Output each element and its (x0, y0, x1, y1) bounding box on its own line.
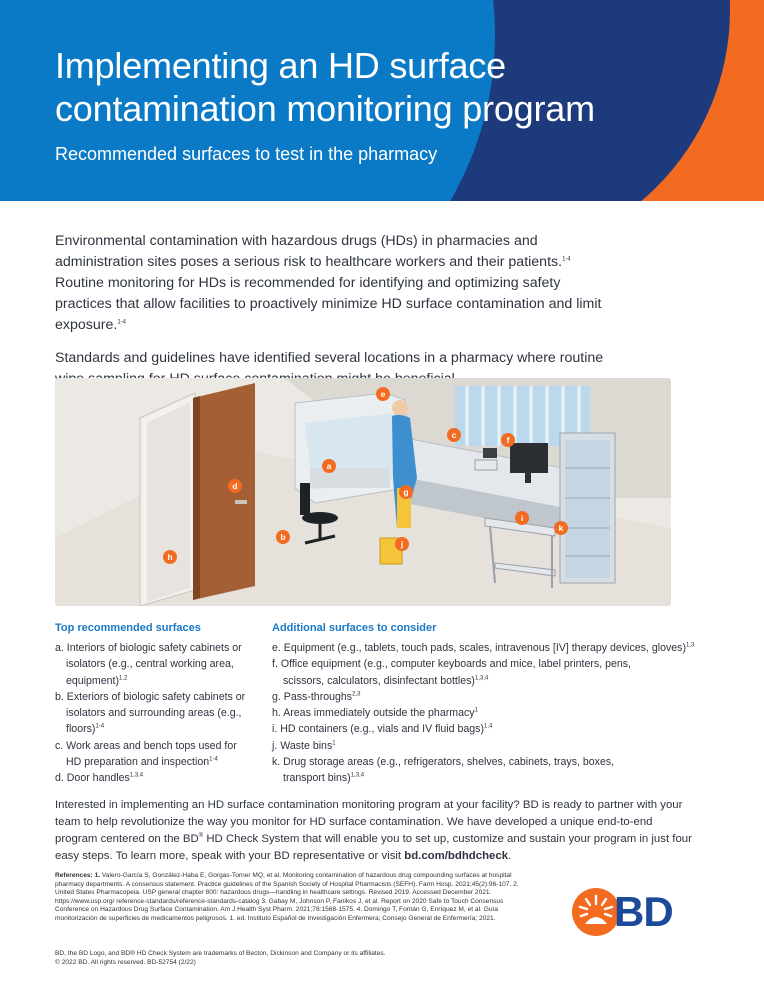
footer (55, 950, 525, 967)
additional-surfaces-list (272, 640, 712, 787)
closing-text-b: HD Check System that will enable you to set up, customize and sustain your program in just four easy steps. To learn more, speak with your BD representative or visit (55, 833, 692, 862)
list-item (272, 640, 712, 656)
page-subtitle: Recommended surfaces to test in the pharmacy (55, 144, 438, 164)
marker-h: h (163, 550, 177, 564)
references-text: Valero-García S, González-Haba E, Gorgas-Torner MQ, et al. Monitoring contamination of hazardous drug compounding surfaces at hospital pharmacy departments. A consensus statement. Practice guidelines of the Spanish Society of Hospital Pharmacists (SEFH). Farm Hosp. 2021;45(2):96-107. 2. United States Pharmacopeia. USP general chapter 800: hazardous drugs—handling in healthcare settings. Revised 2019. Accessed December 2021. https://www.usp.org/ reference-standards/reference-standards-catalog 3. Gabay M, Johnson P, Fanikos J, et al. Report on 2020 Safe to Touch Consensus Conference on Hazardous Drug Surface Contamination. Am J Health Syst Pharm. 2021;78:1568-1575. 4. Domingo T, Fontán G, Enríquez M, et al. Guía monitorización de superficies de medicamentos peligrosos. 1. ed. Instituto Español de Investigación Enfermera; Consejo General de Enfermería; 2021. (55, 872, 519, 922)
marker-f: f (501, 433, 515, 447)
registered-mark: ® (198, 833, 204, 840)
additional-surfaces-heading: Additional surfaces to consider (272, 622, 437, 634)
copyright-notice: © 2022 BD. All rights reserved. BD-52754 (2/22) (55, 958, 196, 966)
marker-a: a (322, 459, 336, 473)
list-item (272, 689, 712, 705)
marker-d: d (228, 479, 242, 493)
list-item (55, 689, 250, 738)
intro-text (55, 231, 615, 390)
list-item (272, 721, 712, 737)
closing-period: . (508, 850, 512, 862)
intro-p1-part1: Environmental contamination with hazardous drugs (HDs) in pharmacies and administration sites poses a serious risk to healthcare workers and their patients. (55, 233, 563, 270)
citation: 1-4 (209, 756, 218, 763)
page-title: Implementing an HD surface contamination monitoring program (55, 45, 595, 129)
citation: 1,2 (119, 675, 128, 682)
list-item (55, 640, 250, 689)
list-item (272, 656, 632, 689)
list-item (272, 738, 712, 754)
list-item (55, 738, 250, 771)
citation: 1,4 (483, 723, 493, 730)
bd-logo-text: BD (614, 888, 673, 935)
intro-p1-part2: Routine monitoring for HDs is recommended for identifying and optimizing safety practices that allow facilities to proactively minimize HD surface contamination and limit exposure. (55, 275, 602, 333)
citation: 1,3,4 (350, 772, 365, 779)
marker-k: k (554, 521, 568, 535)
citation: 1,3,4 (474, 675, 489, 682)
pharmacy-scene-drawing (55, 378, 671, 606)
list-item-text: j. Waste bins (272, 739, 333, 752)
intro-paragraph-2: Standards and guidelines have identified several locations in a pharmacy where routine (55, 350, 604, 366)
top-surfaces-list (55, 640, 250, 787)
list-item (55, 770, 250, 786)
list-item-text: f. Office equipment (e.g., computer keyboards and mice, label printers, pens, scissors, calculators, disinfectant bottles) (272, 658, 631, 687)
list-item-text: e. Equipment (e.g., tablets, touch pads, scales, intravenous [IV] therapy devices, gloves) (272, 642, 686, 654)
citation: 1,3 (685, 642, 695, 649)
closing-paragraph (55, 797, 695, 865)
pharmacy-illustration (55, 378, 671, 606)
marker-j: j (395, 537, 409, 551)
references (55, 872, 525, 924)
marker-i: i (515, 511, 529, 525)
list-item-text: d. Door handles (55, 772, 130, 785)
bd-hd-check-link[interactable]: bd.com/bdhdcheck (404, 850, 509, 862)
header-banner (0, 0, 764, 201)
citation: 1 (332, 740, 336, 747)
citation: 1-4 (562, 256, 571, 263)
intro-paragraph-1 (55, 231, 615, 336)
trademark-notice: BD, the BD Logo, and BD® HD Check System are trademarks of Becton, Dickinson and Company or its affiliates. (55, 950, 386, 957)
citation: 2,3 (352, 691, 361, 698)
closing-text-a: Interested in implementing an HD surface contamination monitoring program at your facility? BD is ready to partner with your team to help revolutionize the way you monitor for HD surface contamination. We have developed a unique end-to-end program centered on the BD (55, 799, 683, 845)
list-item-text: h. Areas immediately outside the pharmacy (272, 707, 475, 720)
list-item (272, 754, 622, 787)
top-surfaces-heading: Top recommended surfaces (55, 622, 201, 634)
list-item-text: g. Pass-throughs (272, 690, 353, 703)
marker-g: g (399, 485, 413, 499)
marker-c: c (447, 428, 461, 442)
list-item-text: a. Interiors of biologic safety cabinets or isolators (e.g., central working area, equipment) (55, 642, 242, 687)
citation: 1-4 (117, 319, 126, 326)
list-item-text: c. Work areas and bench tops used for HD preparation and inspection (55, 739, 237, 769)
list-item-text: b. Exteriors of biologic safety cabinets or isolators and surrounding areas (e.g., floors) (55, 690, 246, 736)
marker-e: e (376, 387, 390, 401)
list-item-text: i. HD containers (e.g., vials and IV fluid bags) (272, 723, 484, 736)
citation: 1 (474, 707, 478, 714)
list-item-text: k. Drug storage areas (e.g., refrigerators, shelves, cabinets, trays, boxes, transport bins) (272, 756, 615, 785)
marker-b: b (276, 530, 290, 544)
list-item (272, 705, 712, 721)
citation: 1,3,4 (129, 772, 144, 779)
citation: 1-4 (95, 723, 105, 730)
references-label: References: 1. (55, 872, 101, 879)
